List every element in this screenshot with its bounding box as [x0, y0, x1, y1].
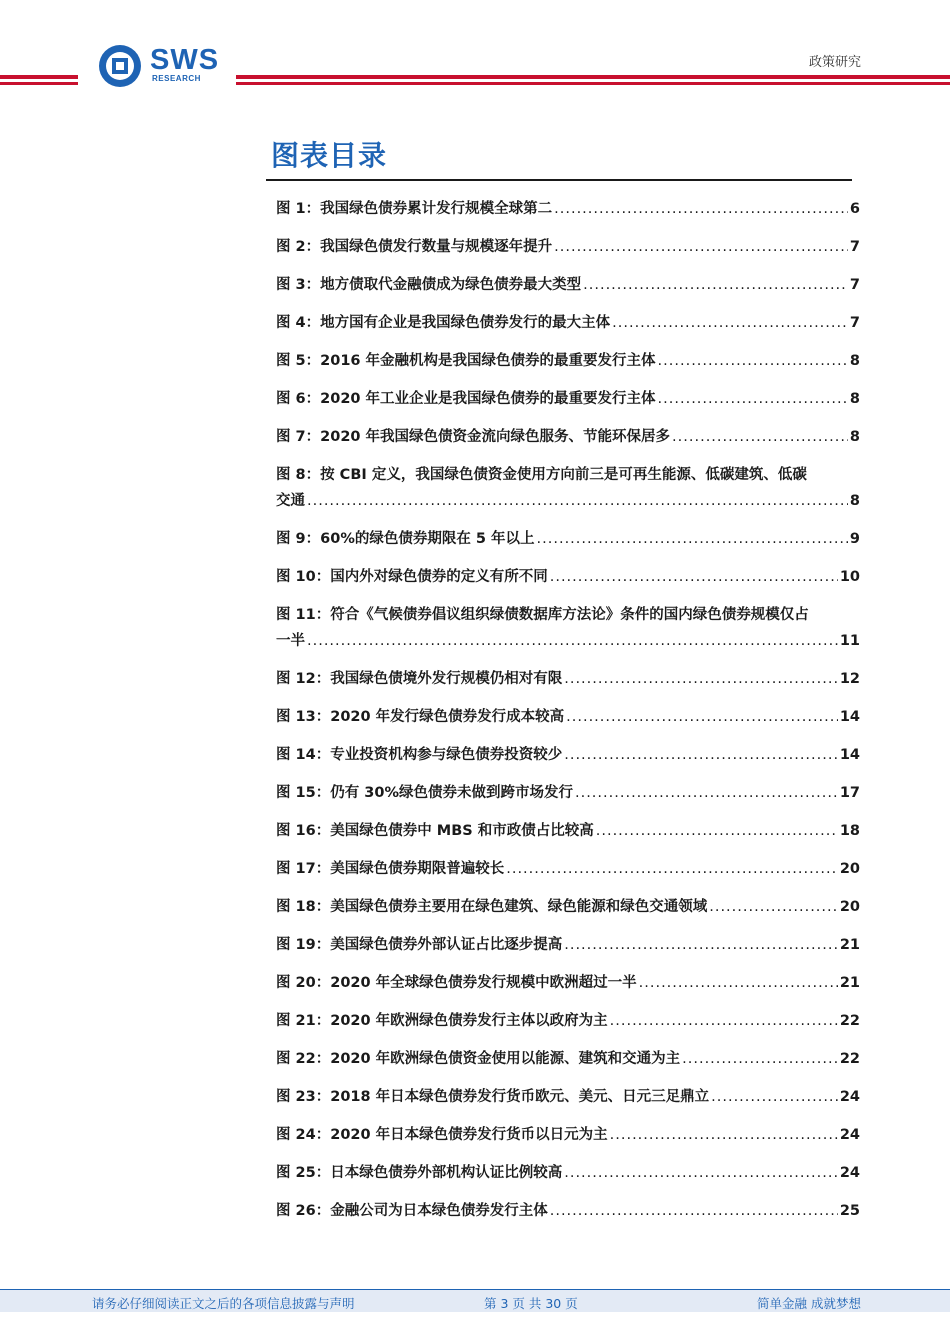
toc-entry-label: 图 10：国内外对绿色债券的定义有所不同: [276, 569, 548, 585]
logo-subtext: RESEARCH: [152, 74, 201, 83]
toc-entry[interactable]: [276, 236, 860, 274]
toc-entry[interactable]: [276, 464, 860, 528]
toc-entry[interactable]: [276, 1010, 860, 1048]
toc-entry-label: 图 26：金融公司为日本绿色债券发行主体: [276, 1203, 548, 1219]
toc-entry-page: 9: [849, 531, 860, 547]
footer-slogan: 简单金融 成就梦想: [757, 1296, 861, 1311]
toc-entry-page: 22: [839, 1013, 860, 1029]
toc-entry-page: 20: [839, 899, 860, 915]
toc-entry[interactable]: [276, 312, 860, 350]
leader-dots: [658, 388, 848, 410]
toc-entry[interactable]: [276, 706, 860, 744]
toc-entry-page: 24: [839, 1127, 860, 1143]
toc-entry-page: 14: [839, 709, 860, 725]
toc-entry-label: 图 22：2020 年欧洲绿色债资金使用以能源、建筑和交通为主: [276, 1051, 681, 1067]
toc-entry[interactable]: [276, 1200, 860, 1238]
leader-dots: [307, 630, 838, 652]
toc-entry[interactable]: [276, 388, 860, 426]
leader-dots: [506, 858, 838, 880]
leader-dots: [575, 782, 838, 804]
toc-entry-page: 8: [849, 429, 860, 445]
leader-dots: [566, 706, 838, 728]
toc-entry-page: 21: [839, 937, 860, 953]
toc-entry-page: 12: [839, 671, 860, 687]
sws-logo-icon: [98, 44, 142, 88]
toc-entry-page: 8: [849, 493, 860, 509]
toc-entry[interactable]: [276, 820, 860, 858]
toc-entry-label: 图 8：按 CBI 定义，我国绿色债资金使用方向前三是可再生能源、低碳建筑、低碳: [276, 467, 807, 483]
header-rule-left-secondary: [0, 82, 78, 85]
toc-entry-label: 图 13：2020 年发行绿色债券发行成本较高: [276, 709, 565, 725]
toc-entry-page: 7: [849, 239, 860, 255]
leader-dots: [307, 490, 848, 512]
toc-entry-label: 图 16：美国绿色债券中 MBS 和市政债占比较高: [276, 823, 594, 839]
toc-entry[interactable]: [276, 668, 860, 706]
toc-entry-label-continued: 一半: [276, 633, 305, 649]
toc-entry-page: 18: [839, 823, 860, 839]
toc-entry[interactable]: [276, 604, 860, 668]
leader-dots: [550, 1200, 838, 1222]
leader-dots: [709, 896, 838, 918]
header-rule-right: [236, 75, 950, 79]
header-rule-right-secondary: [236, 82, 950, 85]
toc-entry-label: 图 4：地方国有企业是我国绿色债券发行的最大主体: [276, 315, 611, 331]
leader-dots: [658, 350, 848, 372]
leader-dots: [550, 566, 838, 588]
leader-dots: [682, 1048, 838, 1070]
toc-entry[interactable]: [276, 528, 860, 566]
page-title: 图表目录: [271, 139, 388, 172]
toc-entry-label: 图 18：美国绿色债券主要用在绿色建筑、绿色能源和绿色交通领域: [276, 899, 708, 915]
toc-entry-page: 7: [849, 277, 860, 293]
footer-disclaimer: 请务必仔细阅读正文之后的各项信息披露与声明: [92, 1296, 355, 1311]
toc-entry-page: 21: [839, 975, 860, 991]
toc-entry-page: 22: [839, 1051, 860, 1067]
leader-dots: [610, 1010, 838, 1032]
leader-dots: [672, 426, 848, 448]
toc-entry-label: 图 15：仍有 30%绿色债券未做到跨市场发行: [276, 785, 573, 801]
toc-entry[interactable]: [276, 744, 860, 782]
toc-entry-label: 图 11：符合《气候债券倡议组织绿债数据库方法论》条件的国内绿色债券规模仅占: [276, 607, 809, 623]
toc-entry-label: 图 14：专业投资机构参与绿色债券投资较少: [276, 747, 563, 763]
leader-dots: [596, 820, 838, 842]
toc-entry-label: 图 3：地方债取代金融债成为绿色债券最大类型: [276, 277, 582, 293]
toc-entry[interactable]: [276, 896, 860, 934]
leader-dots: [564, 744, 838, 766]
toc-entry-label: 图 24：2020 年日本绿色债券发行货币以日元为主: [276, 1127, 608, 1143]
toc-entry-label: 图 1：我国绿色债券累计发行规模全球第二: [276, 201, 553, 217]
toc-entry-label: 图 19：美国绿色债券外部认证占比逐步提高: [276, 937, 563, 953]
toc-entry-label: 图 25：日本绿色债券外部机构认证比例较高: [276, 1165, 563, 1181]
toc-entry[interactable]: [276, 566, 860, 604]
toc-entry-page: 17: [839, 785, 860, 801]
toc-entry[interactable]: [276, 934, 860, 972]
toc-entry[interactable]: [276, 858, 860, 896]
toc-entry-page: 6: [849, 201, 860, 217]
toc-entry-page: 8: [849, 353, 860, 369]
toc-entry[interactable]: [276, 426, 860, 464]
toc-entry-label: 图 12：我国绿色债境外发行规模仍相对有限: [276, 671, 563, 687]
toc-entry-page: 20: [839, 861, 860, 877]
toc-entry-label-continued: 交通: [276, 493, 305, 509]
toc-entry[interactable]: [276, 972, 860, 1010]
leader-dots: [711, 1086, 838, 1108]
toc-entry-label: 图 2：我国绿色债发行数量与规模逐年提升: [276, 239, 553, 255]
toc-entry-label: 图 7：2020 年我国绿色债资金流向绿色服务、节能环保居多: [276, 429, 671, 445]
toc-entry[interactable]: [276, 350, 860, 388]
leader-dots: [554, 198, 848, 220]
leader-dots: [610, 1124, 838, 1146]
toc-entry[interactable]: [276, 1048, 860, 1086]
leader-dots: [564, 668, 838, 690]
toc-entry-page: 24: [839, 1165, 860, 1181]
toc-entry-label: 图 17：美国绿色债券期限普遍较长: [276, 861, 505, 877]
figure-list: [276, 198, 860, 1238]
toc-entry[interactable]: [276, 1086, 860, 1124]
document-type: 政策研究: [808, 55, 861, 70]
title-underline: [266, 179, 852, 181]
toc-entry-label: 图 23：2018 年日本绿色债券发行货币欧元、美元、日元三足鼎立: [276, 1089, 710, 1105]
toc-entry-page: 10: [839, 569, 860, 585]
toc-entry-label: 图 9：60%的绿色债券期限在 5 年以上: [276, 531, 535, 547]
toc-entry[interactable]: [276, 1162, 860, 1200]
header-rule-left: [0, 75, 78, 79]
toc-entry-page: 25: [839, 1203, 860, 1219]
logo-text: SWS: [150, 44, 220, 76]
toc-entry-page: 11: [839, 633, 860, 649]
leader-dots: [639, 972, 838, 994]
toc-entry-page: 14: [839, 747, 860, 763]
toc-entry-label: 图 20：2020 年全球绿色债券发行规模中欧洲超过一半: [276, 975, 637, 991]
toc-entry-page: 8: [849, 391, 860, 407]
toc-entry[interactable]: [276, 782, 860, 820]
page-number: 第 3 页 共 30 页: [484, 1296, 578, 1311]
leader-dots: [564, 934, 838, 956]
leader-dots: [583, 274, 848, 296]
toc-entry-page: 24: [839, 1089, 860, 1105]
sws-logo: [96, 40, 236, 92]
toc-entry[interactable]: [276, 274, 860, 312]
leader-dots: [612, 312, 848, 334]
toc-entry-label: 图 21：2020 年欧洲绿色债券发行主体以政府为主: [276, 1013, 608, 1029]
toc-entry-label: 图 5：2016 年金融机构是我国绿色债券的最重要发行主体: [276, 353, 656, 369]
toc-entry[interactable]: [276, 198, 860, 236]
toc-entry[interactable]: [276, 1124, 860, 1162]
leader-dots: [554, 236, 848, 258]
toc-entry-page: 7: [849, 315, 860, 331]
toc-entry-label: 图 6：2020 年工业企业是我国绿色债券的最重要发行主体: [276, 391, 656, 407]
leader-dots: [537, 528, 848, 550]
leader-dots: [564, 1162, 838, 1184]
